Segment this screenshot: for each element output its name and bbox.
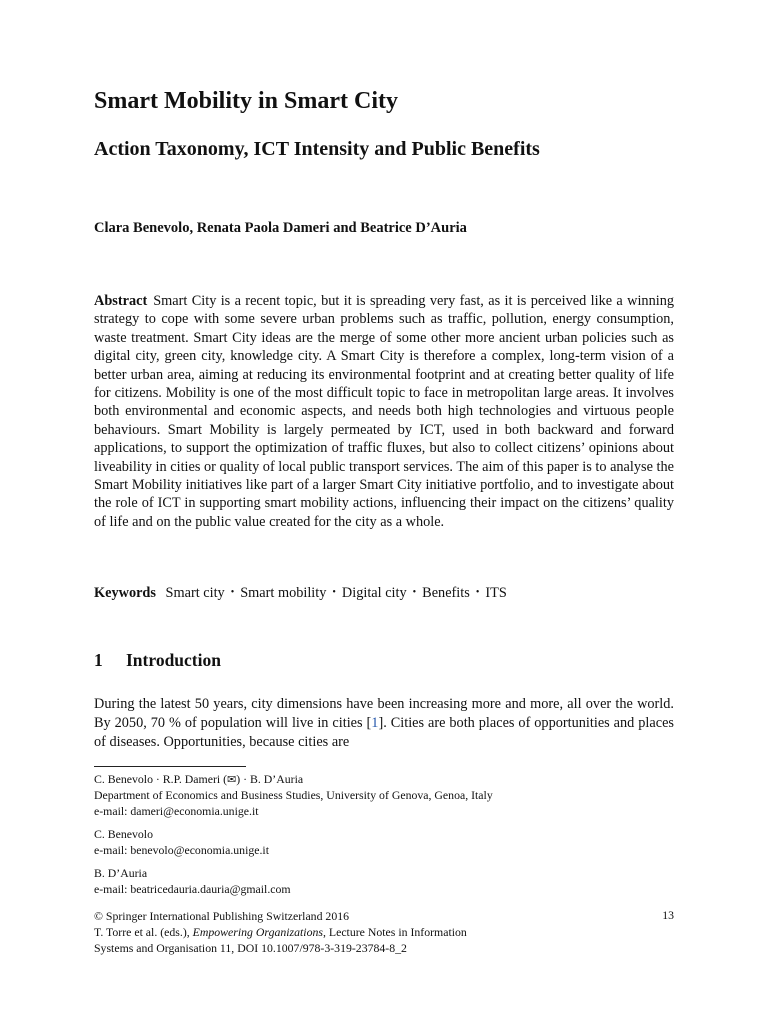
footnote-email[interactable]: e-mail: dameri@economia.unige.it (94, 804, 259, 818)
footnote-authors-text-end: ) · B. D’Auria (236, 772, 304, 786)
intro-text-continued: ]. Cities are both places of opportunities and places of diseases. Opportunities, because cities are (94, 714, 674, 750)
footnote-authors (94, 771, 303, 788)
page-number: 13 (662, 908, 674, 922)
citation-link[interactable]: 1 (371, 714, 379, 731)
keyword-separator: • (332, 587, 336, 598)
keyword: Smart city (165, 585, 225, 601)
keyword-separator: • (475, 587, 480, 598)
intro-text: During the latest 50 years, city dimensions have been increasing more and more, all over the world. By 2050, 70 % of population will live in cities [ (94, 696, 674, 731)
intro-paragraph (94, 695, 674, 751)
footnote-name: B. D’Auria (94, 866, 148, 880)
keyword-separator: • (230, 587, 235, 598)
keywords (94, 585, 507, 602)
footnote-affiliation: Department of Economics and Business Studies, University of Genova, Genoa, Italy (94, 788, 493, 802)
section-title: Introduction (126, 650, 221, 670)
doi-line: Systems and Organisation 11, DOI 10.1007/978-3-319-23784-8_2 (94, 941, 407, 955)
section-heading (94, 650, 221, 671)
citation-line (94, 924, 467, 940)
footnote-rule (94, 766, 246, 767)
section-number: 1 (94, 650, 103, 670)
keyword: Benefits (422, 585, 470, 601)
footnote-email[interactable]: e-mail: benevolo@economia.unige.it (94, 843, 269, 857)
author-list: Clara Benevolo, Renata Paola Dameri and Beatrice D’Auria (94, 220, 467, 236)
abstract (94, 292, 674, 531)
copyright-line: © Springer International Publishing Switzerland 2016 (94, 909, 350, 923)
abstract-text: Smart City is a recent topic, but it is spreading very fast, as it is perceived like a winning strategy to cope with some severe urban problems such as traffic, pollution, energy consumption, waste treatment. Smart City ideas are the merge of some other more ancient urban policies such as digital city, green city, knowledge city. A Smart City is therefore a complex, long-term vision of a better urban area, aiming at reducing its environmental footprint and at creating better quality of life for citizens. Mobility is one of the most difficult topic to face in metropolitan large areas. It involves both environmental and economic aspects, and needs both high technologies and virtuous people behaviours. Smart Mobility is largely permeated by ICT, used in both backward and forward applications, to support the optimization of traffic fluxes, but also to collect citizens’ opinions about liveability in cities or quality of local public transport services. The aim of this paper is to analyse the Smart Mobility initiatives like part of a larger Smart City initiative portfolio, and to investigate about the role of ICT in supporting smart mobility actions, influencing their impact on the citizens’ quality of life and on the public value created for the city as a whole. (94, 293, 674, 530)
envelope-icon: ✉ (227, 774, 237, 786)
citation-editors: T. Torre et al. (eds.), (94, 925, 193, 939)
footnote-authors-text: C. Benevolo · R.P. Dameri ( (94, 772, 228, 786)
paper-title: Smart Mobility in Smart City (94, 88, 398, 114)
keyword: Smart mobility (240, 585, 327, 601)
keywords-label: Keywords (94, 585, 156, 601)
abstract-label: Abstract (94, 293, 148, 309)
footnote-email[interactable]: e-mail: beatricedauria.dauria@gmail.com (94, 882, 291, 896)
book-title: Empowering Organizations (192, 925, 323, 939)
keyword: ITS (485, 585, 507, 601)
footnote-name: C. Benevolo (94, 827, 153, 841)
citation-series: , Lecture Notes in Information (322, 925, 467, 939)
keyword: Digital city (341, 585, 407, 601)
paper-subtitle: Action Taxonomy, ICT Intensity and Public Benefits (94, 138, 540, 160)
keyword-separator: • (412, 587, 417, 598)
